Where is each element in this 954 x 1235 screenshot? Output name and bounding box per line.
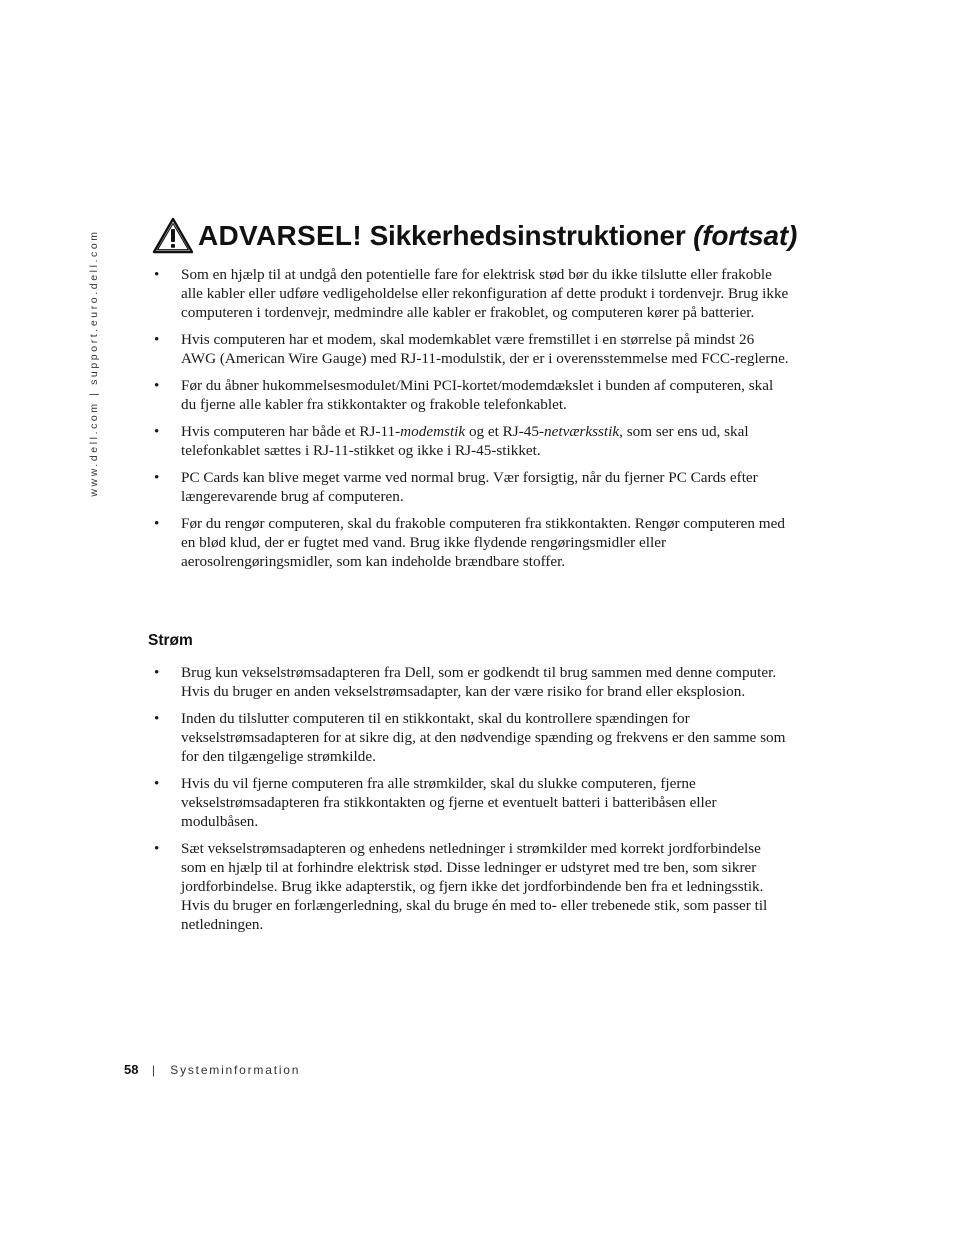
list-item-emphasis: modemstik [400, 423, 466, 440]
list-item-text: , som ser ens ud, skal telefonkablet sættes i RJ-11-stikket og ikke i RJ-45-stikket. [181, 423, 749, 459]
list-item: • Som en hjælp til at undgå den potentielle fare for elektrisk stød bør du ikke tilslutte eller frakoble alle kabler eller udføre vedligeholdelse eller rekonfiguration af dette produkt i tordenvejr. Brug ikke computeren i tordenvejr, medmindre alle kabler er frakoblet, og computeren kører på batterier. [154, 265, 790, 322]
sidebar-url [84, 222, 104, 504]
list-item: • Inden du tilslutter computeren til en stikkontakt, skal du kontrollere spændingen for vekselstrømsadapteren for at sikre dig, at den nødvendige spænding og frekvens er den samme som for den tilgængelige strømkilde. [154, 709, 790, 766]
title-text: Sikkerhedsinstruktioner [369, 220, 686, 251]
page-footer [124, 1062, 300, 1077]
list-item: • Sæt vekselstrømsadapteren og enhedens netledninger i strømkilder med korrekt jordforbindelse som en hjælp til at forhindre elektrisk stød. Disse ledninger er udstyret med tre ben, som sikrer jordforbindelse. Brug ikke adapterstik, og fjern ikke det jordforbindende ben fra et ledningsstik. Hvis du bruger en forlængerledning, skal du bruge én med to- eller trebenede stik, som passer til netledningen. [154, 839, 790, 934]
title-suffix: (fortsat) [693, 220, 798, 251]
footer-section-label: Systeminformation [170, 1063, 301, 1077]
section-heading: Strøm [148, 632, 193, 649]
list-item [154, 422, 790, 460]
list-item: • Hvis du vil fjerne computeren fra alle strømkilder, skal du slukke computeren, fjerne vekselstrømsadapteren fra stikkontakten og fjerne et eventuelt batteri i batteribåsen eller modulbåsen. [154, 774, 790, 831]
safety-list [154, 265, 790, 579]
list-item: • Hvis computeren har et modem, skal modemkablet være fremstillet i en størrelse på mindst 26 AWG (American Wire Gauge) med RJ-11-modulstik, der er i overensstemmelse med FCC-reglerne. [154, 330, 790, 368]
list-item-text: og et RJ-45- [465, 423, 545, 440]
list-item-emphasis: netværksstik [544, 423, 620, 440]
list-item: • PC Cards kan blive meget varme ved normal brug. Vær forsigtig, når du fjerner PC Cards efter længerevarende brug af computeren. [154, 468, 790, 506]
footer-separator: | [151, 1063, 155, 1077]
page-title [198, 220, 797, 252]
warning-triangle-icon [152, 217, 194, 255]
list-item-text: Hvis computeren har både et RJ-11- [181, 423, 401, 440]
title-warning-word: ADVARSEL! [198, 220, 362, 251]
power-list [154, 663, 790, 942]
list-item: • Før du rengør computeren, skal du frakoble computeren fra stikkontakten. Rengør computeren med en blød klud, der er fugtet med vand. Brug ikke flydende rengøringsmidler eller aerosolrengøringsmidler, som kan indeholde brændbare stoffer. [154, 514, 790, 571]
page-number: 58 [124, 1062, 139, 1077]
list-item: • Før du åbner hukommelsesmodulet/Mini PCI-kortet/modemdækslet i bunden af computeren, skal du fjerne alle kabler fra stikkontakter og frakoble telefonkablet. [154, 376, 790, 414]
list-item: • Brug kun vekselstrømsadapteren fra Dell, som er godkendt til brug sammen med denne computer. Hvis du bruger en anden vekselstrømsadapter, kan der være risiko for brand eller eksplosion. [154, 663, 790, 701]
sidebar-url-text: www.dell.com | support.euro.dell.com [88, 229, 100, 497]
page-heading [152, 214, 797, 258]
